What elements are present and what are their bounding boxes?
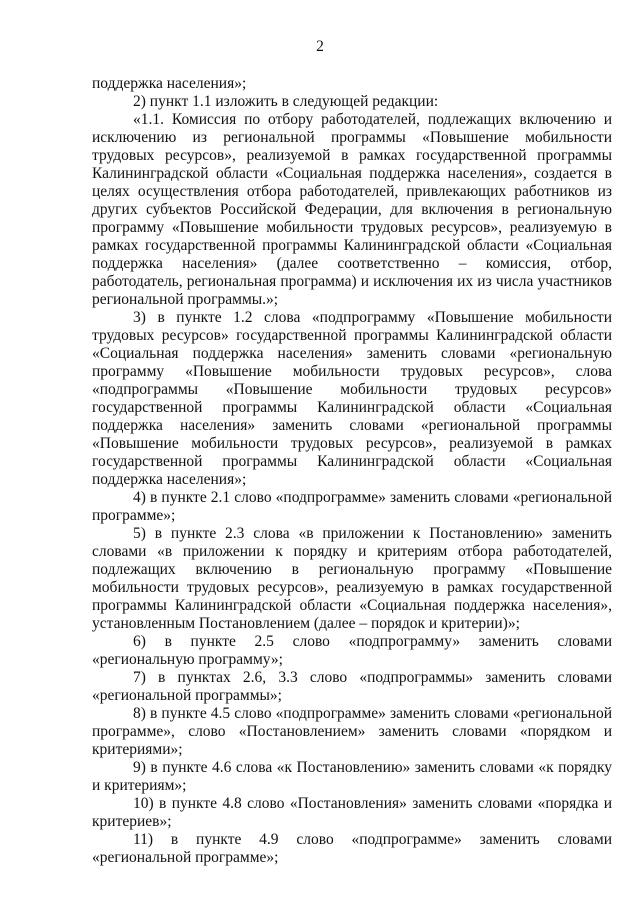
paragraph: 11) в пункте 4.9 слово «подпрограмме» заменить словами «региональной программе»;: [92, 831, 612, 866]
paragraph: 7) в пунктах 2.6, 3.3 слово «подпрограммы» заменить словами «региональной программы»;: [92, 669, 612, 704]
paragraph: 6) в пункте 2.5 слово «подпрограмму» заменить словами «региональную программу»;: [92, 633, 612, 668]
paragraph: 4) в пункте 2.1 слово «подпрограмме» заменить словами «региональной программе»;: [92, 489, 612, 524]
paragraph: поддержка населения»;: [92, 75, 247, 92]
paragraph: 10) в пункте 4.8 слово «Постановления» заменить словами «порядка и критериев»;: [92, 795, 612, 830]
paragraph: 9) в пункте 4.6 слова «к Постановлению» заменить словами «к порядку и критериям»;: [92, 759, 612, 794]
paragraph: «1.1. Комиссия по отбору работодателей, подлежащих включению и исключению из региональной программы «Повышение мобильности трудовых ресурсов», реализуемой в рамках государственной программы Калининградской области «Социальная поддержка населения», создается в целях осуществления отбора работодателей, привлекающих работников из других субъектов Российской Федерации, для включения в региональную программу «Повышение мобильности трудовых ресурсов», реализуемую в рамках государственной программы Калининградской области «Социальная поддержка населения» (далее соответственно – комиссия, отбор, работодатель, региональная программа) и исключения их из числа участников региональной программы.»;: [92, 111, 612, 308]
paragraph: 3) в пункте 1.2 слова «подпрограмму «Повышение мобильности трудовых ресурсов» государственной программы Калининградской области «Социальная поддержка населения» заменить словами «региональную программу «Повышение мобильности трудовых ресурсов», слова «подпрограммы «Повышение мобильности трудовых ресурсов» государственной программы Калининградской области «Социальная поддержка населения» заменить словами «региональной программы «Повышение мобильности трудовых ресурсов», реализуемой в рамках государственной программы Калининградской области «Социальная поддержка населения»;: [92, 309, 612, 488]
document-body: [92, 75, 612, 867]
paragraph: 8) в пункте 4.5 слово «подпрограмме» заменить словами «региональной программе», слово «Постановлением» заменить словами «порядком и критериями»;: [92, 705, 612, 758]
paragraph: 2) пункт 1.1 изложить в следующей редакции:: [133, 93, 439, 110]
paragraph: 5) в пункте 2.3 слова «в приложении к Постановлению» заменить словами «в приложении к порядку и критериям отбора работодателей, подлежащих включению в региональную программу «Повышение мобильности трудовых ресурсов», реализуемую в рамках государственной программы Калининградской области «Социальная поддержка населения», установленным Постановлением (далее – порядок и критерии)»;: [92, 525, 612, 632]
page-number: 2: [316, 38, 324, 55]
